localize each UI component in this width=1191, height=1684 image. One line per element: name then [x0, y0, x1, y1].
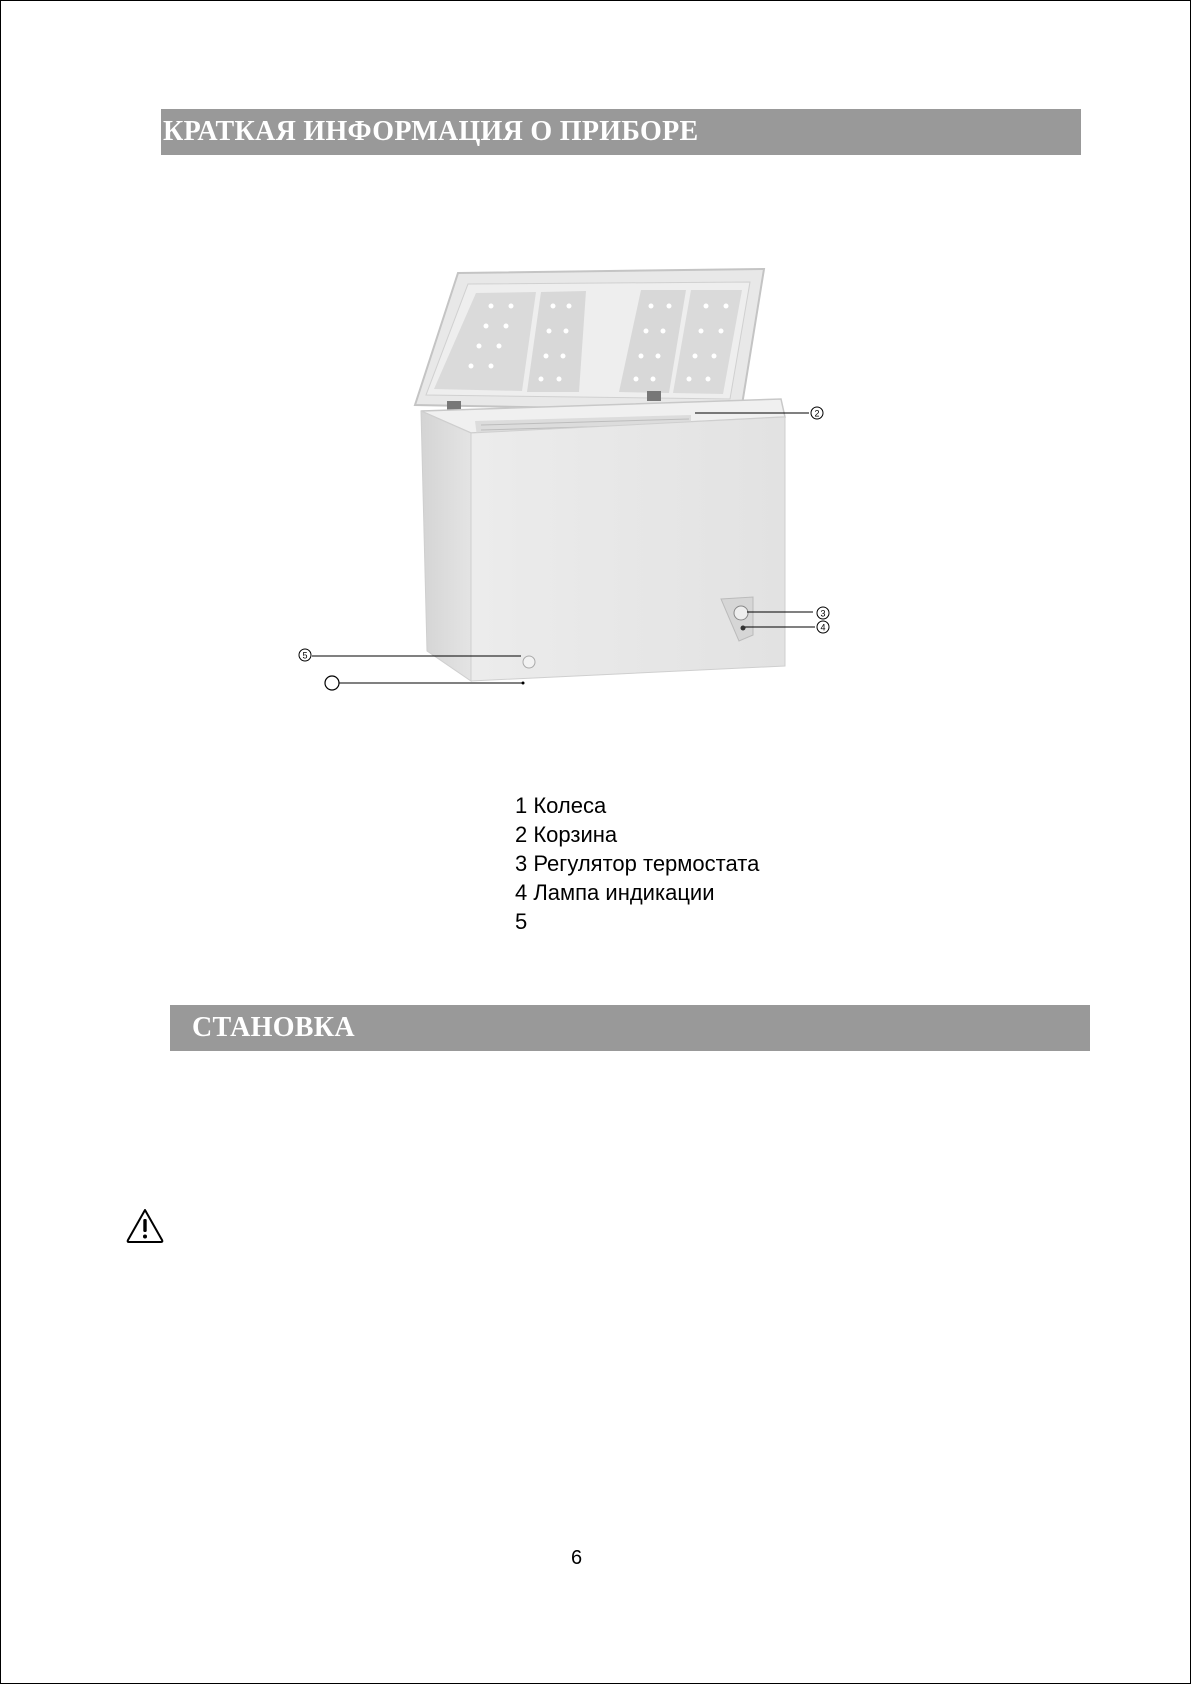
callout-marker-4 — [817, 621, 829, 633]
section-header-info: КРАТКАЯ ИНФОРМАЦИЯ О ПРИБОРЕ — [161, 109, 1081, 155]
freezer-side — [421, 411, 471, 681]
indicator-lamp — [741, 626, 746, 631]
thermostat-knob — [734, 606, 748, 620]
legend-item: 1 Колеса — [515, 793, 607, 818]
hinge-right — [647, 391, 661, 401]
warning-triangle-icon — [125, 1207, 165, 1245]
legend-item: 2 Корзина — [515, 822, 618, 847]
callout-marker-1 — [325, 676, 339, 690]
drain-plug — [523, 656, 535, 668]
legend-item: 3 Регулятор термостата — [515, 851, 760, 876]
freezer-front — [471, 417, 785, 681]
chest-freezer-diagram — [1, 1, 1191, 721]
svg-text:2: 2 — [814, 408, 820, 419]
parts-legend — [515, 791, 759, 936]
legend-item: 4 Лампа индикации — [515, 880, 715, 905]
svg-text:5: 5 — [302, 650, 308, 661]
freezer-lid — [415, 269, 764, 411]
callout-marker-5 — [299, 649, 311, 661]
callout-marker-2 — [811, 407, 823, 419]
legend-item: 5 — [515, 909, 528, 934]
svg-text:3: 3 — [820, 608, 826, 619]
page-number: 6 — [571, 1547, 583, 1569]
callout-marker-3 — [817, 607, 829, 619]
section-header-install: СТАНОВКА — [170, 1005, 1090, 1051]
svg-text:4: 4 — [820, 622, 826, 633]
